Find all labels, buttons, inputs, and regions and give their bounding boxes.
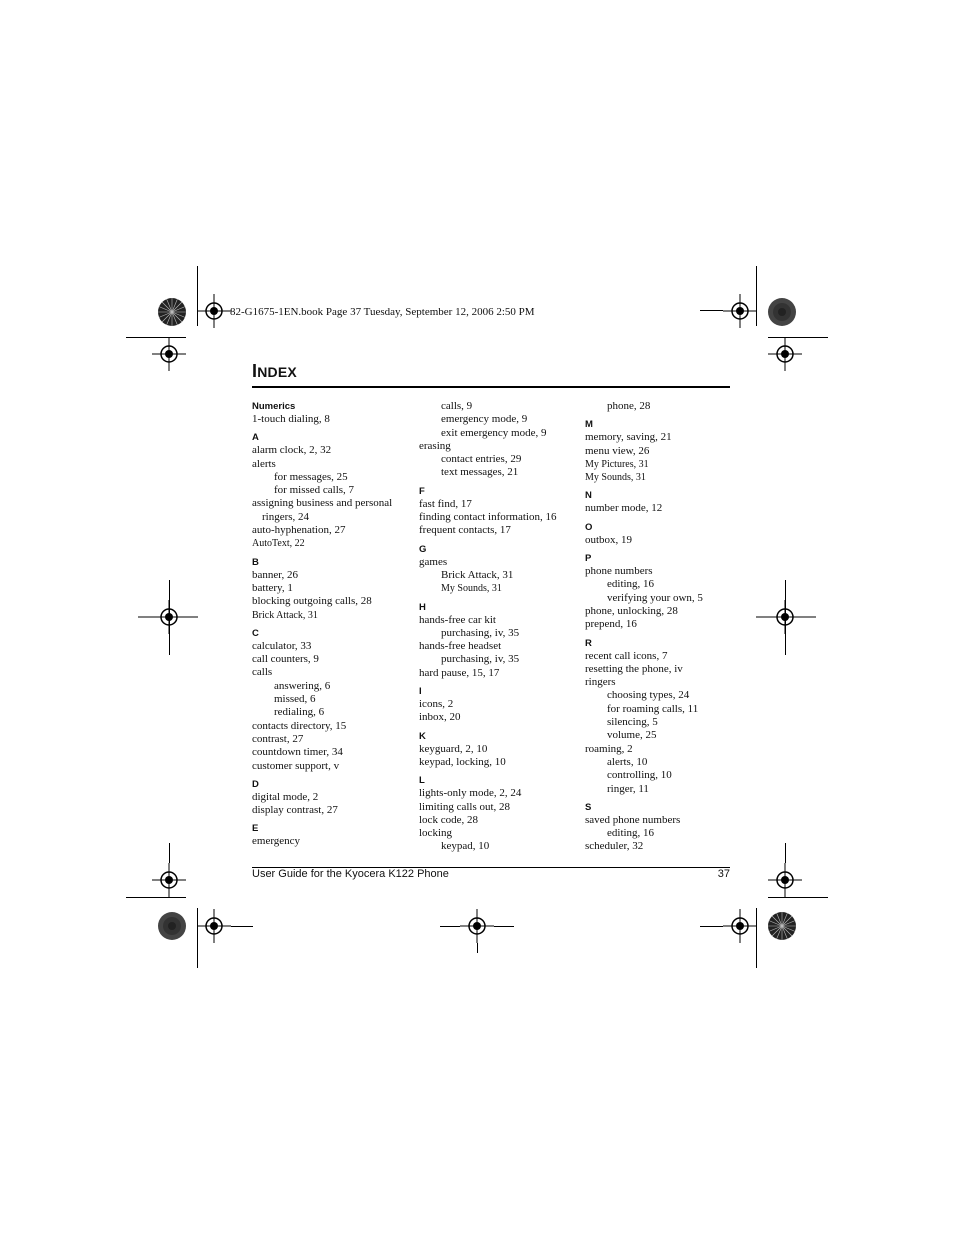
index-letter-heading: K	[419, 730, 426, 742]
index-subentry: editing, 16	[607, 827, 655, 840]
index-entry: menu view, 26	[585, 444, 650, 457]
index-letter-heading: O	[585, 521, 593, 533]
index-entry: finding contact information, 16	[419, 511, 557, 524]
index-entry: phone, unlocking, 28	[585, 604, 678, 617]
index-entry: hands-free car kit	[419, 613, 496, 626]
index-entry: hard pause, 15, 17	[419, 666, 500, 679]
index-subentry: volume, 25	[607, 729, 657, 742]
index-subentry: for roaming calls, 11	[607, 702, 699, 715]
index-entry: contacts directory, 15	[252, 719, 347, 732]
index-subentry: missed, 6	[274, 693, 316, 706]
crop-mark	[231, 926, 253, 927]
index-entry: recent call icons, 7	[585, 649, 668, 662]
index-entry: My Sounds, 31	[585, 472, 646, 484]
crop-mark	[169, 580, 170, 655]
registration-crosshair-icon	[197, 909, 231, 943]
index-letter-heading: I	[419, 686, 422, 698]
index-entry: phone numbers	[585, 565, 653, 578]
index-entry: roaming, 2	[585, 742, 633, 755]
index-entry: scheduler, 32	[585, 840, 644, 853]
index-letter-heading: E	[252, 823, 259, 835]
index-letter-heading: D	[252, 778, 259, 790]
index-entry: My Pictures, 31	[585, 458, 649, 470]
index-entry: number mode, 12	[585, 502, 663, 515]
index-entry: calculator, 33	[252, 639, 312, 652]
index-entry: resetting the phone, iv	[585, 662, 683, 675]
index-entry: inbox, 20	[419, 711, 461, 724]
index-entry: banner, 26	[252, 568, 298, 581]
index-entry: icons, 2	[419, 698, 454, 711]
registration-rosette-icon	[157, 297, 187, 327]
title-initial: I	[252, 361, 258, 381]
index-subentry: Brick Attack, 31	[441, 568, 514, 581]
index-entry: games	[419, 555, 448, 568]
index-entry: outbox, 19	[585, 533, 633, 546]
index-letter-heading: Numerics	[252, 401, 296, 412]
page-number: 37	[717, 868, 730, 880]
index-entry: ringers, 24	[262, 510, 310, 523]
index-subentry: calls, 9	[441, 400, 473, 412]
index-entry: Brick Attack, 31	[252, 609, 318, 621]
index-subentry: controlling, 10	[607, 769, 672, 782]
index-entry: memory, saving, 21	[585, 431, 672, 444]
index-entry: lights-only mode, 2, 24	[419, 787, 522, 800]
index-letter-heading: G	[419, 543, 427, 555]
index-entry: call counters, 9	[252, 653, 319, 666]
registration-crosshair-icon	[152, 337, 186, 371]
index-entry: customer support, v	[252, 759, 340, 772]
index-entry: keyguard, 2, 10	[419, 742, 488, 755]
registration-rosette-icon	[767, 911, 797, 941]
index-entry: locking	[419, 827, 452, 840]
index-subentry: editing, 16	[607, 578, 655, 591]
index-entry: calls	[252, 666, 273, 679]
index-entry: assigning business and personal	[252, 497, 393, 510]
index-entry: limiting calls out, 28	[419, 800, 511, 813]
index-subentry: keypad, 10	[441, 840, 490, 853]
index-entry: keypad, locking, 10	[419, 755, 506, 768]
index-entry: digital mode, 2	[252, 790, 319, 803]
index-entry: saved phone numbers	[585, 813, 681, 826]
registration-crosshair-icon	[756, 600, 816, 634]
index-letter-heading: L	[419, 775, 425, 787]
crop-mark	[768, 897, 828, 898]
index-letter-heading: S	[585, 801, 592, 813]
registration-crosshair-icon	[768, 863, 802, 897]
index-entry: battery, 1	[252, 581, 293, 594]
index-entry: alerts	[252, 457, 276, 470]
index-subentry: for messages, 25	[274, 470, 348, 483]
index-letter-heading: C	[252, 627, 259, 639]
index-subentry: redialing, 6	[274, 706, 325, 719]
page-title	[252, 361, 297, 382]
registration-crosshair-icon	[152, 863, 186, 897]
crop-mark	[440, 926, 460, 927]
index-entry: erasing	[419, 439, 451, 452]
index-letter-heading: F	[419, 485, 425, 497]
registration-rosette-icon	[767, 297, 797, 327]
index-letter-heading: N	[585, 490, 592, 502]
crop-mark	[169, 843, 170, 863]
index-letter-heading: H	[419, 601, 426, 613]
index-column-2	[419, 400, 584, 854]
footer-title: User Guide for the Kyocera K122 Phone	[252, 868, 449, 880]
index-subentry: text messages, 21	[441, 466, 519, 479]
index-entry: alarm clock, 2, 32	[252, 444, 332, 457]
index-entry: emergency	[252, 835, 301, 848]
index-subentry: verifying your own, 5	[607, 591, 703, 604]
index-subentry: alerts, 10	[607, 755, 648, 768]
index-subentry: My Sounds, 31	[441, 583, 502, 595]
index-entry: ringers	[585, 676, 616, 689]
index-entry: hands-free headset	[419, 640, 502, 653]
crop-mark	[785, 843, 786, 863]
index-entry: auto-hyphenation, 27	[252, 524, 346, 537]
index-entry: contrast, 27	[252, 732, 304, 745]
crop-mark	[477, 943, 478, 953]
index-subentry: contact entries, 29	[441, 453, 522, 466]
index-entry: AutoText, 22	[252, 538, 305, 550]
index-column-1	[252, 400, 417, 849]
index-subentry: choosing types, 24	[607, 689, 690, 702]
index-entry: lock code, 28	[419, 813, 478, 826]
registration-crosshair-icon	[460, 909, 494, 943]
index-subentry: phone, 28	[607, 400, 651, 412]
title-rest: NDEX	[257, 364, 297, 380]
crop-mark	[494, 926, 514, 927]
index-subentry: exit emergency mode, 9	[441, 426, 547, 439]
index-subentry: ringer, 11	[607, 782, 649, 795]
crop-mark	[700, 926, 723, 927]
registration-rosette-icon	[157, 911, 187, 941]
index-subentry: answering, 6	[274, 679, 331, 692]
registration-crosshair-icon	[197, 294, 231, 328]
registration-crosshair-icon	[768, 337, 802, 371]
index-entry: 1-touch dialing, 8	[252, 413, 330, 425]
index-entry: display contrast, 27	[252, 804, 338, 817]
index-entry: prepend, 16	[585, 618, 637, 631]
crop-mark	[700, 310, 723, 311]
registration-crosshair-icon	[723, 909, 757, 943]
crop-mark	[126, 897, 186, 898]
registration-crosshair-icon	[138, 600, 198, 634]
index-letter-heading: P	[585, 553, 592, 565]
registration-crosshair-icon	[723, 294, 757, 328]
print-slug: 82-G1675-1EN.book Page 37 Tuesday, September 12, 2006 2:50 PM	[230, 306, 535, 318]
crop-mark	[785, 580, 786, 655]
index-entry: fast find, 17	[419, 497, 472, 510]
index-subentry: purchasing, iv, 35	[441, 653, 520, 666]
title-rule	[252, 386, 730, 388]
index-subentry: purchasing, iv, 35	[441, 626, 520, 639]
index-entry: frequent contacts, 17	[419, 524, 511, 537]
index-subentry: emergency mode, 9	[441, 413, 528, 426]
index-letter-heading: R	[585, 637, 592, 649]
index-subentry: silencing, 5	[607, 716, 658, 729]
index-entry: countdown timer, 34	[252, 746, 343, 759]
index-letter-heading: A	[252, 432, 259, 444]
index-letter-heading: M	[585, 419, 593, 431]
index-column-3	[585, 400, 750, 854]
index-entry: blocking outgoing calls, 28	[252, 595, 372, 608]
index-letter-heading: B	[252, 556, 259, 568]
index-subentry: for missed calls, 7	[274, 484, 355, 497]
